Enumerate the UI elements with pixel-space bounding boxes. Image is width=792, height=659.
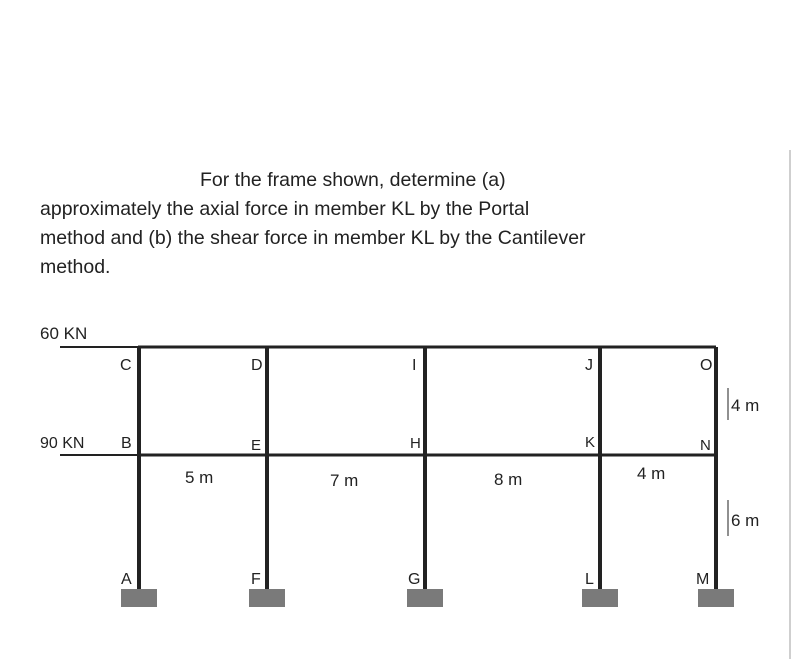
problem-line-4: method. [40, 256, 111, 278]
support-m [698, 589, 734, 607]
dim-span-4: 4 m [637, 464, 666, 483]
node-label-e: E [251, 437, 262, 454]
dim-upper-story: 4 m [731, 396, 760, 415]
node-label-m: M [696, 571, 710, 588]
node-label-f: F [251, 571, 261, 588]
node-label-l: L [585, 571, 594, 588]
load-label-middle: 90 KN [40, 435, 85, 452]
node-label-g: G [408, 571, 421, 588]
dim-span-2: 7 m [330, 471, 359, 490]
dim-lower-story: 6 m [731, 511, 760, 530]
node-label-c: C [120, 357, 132, 374]
load-label-top: 60 KN [40, 324, 88, 343]
support-g [407, 589, 443, 607]
node-label-h: H [410, 435, 421, 452]
dim-span-1: 5 m [185, 468, 214, 487]
node-label-n: N [700, 437, 711, 454]
support-f [249, 589, 285, 607]
node-label-a: A [121, 571, 132, 588]
problem-line-2: approximately the axial force in member KL by the Portal [40, 198, 530, 220]
node-label-d: D [251, 357, 263, 374]
support-l [582, 589, 618, 607]
node-label-k: K [585, 434, 596, 451]
node-label-b: B [121, 435, 132, 452]
problem-line-1: For the frame shown, determine (a) [200, 169, 506, 191]
support-a [121, 589, 157, 607]
node-label-o: O [700, 357, 713, 374]
node-label-i: I [412, 357, 417, 374]
problem-line-3: method and (b) the shear force in member KL by the Cantilever [40, 227, 586, 249]
node-label-j: J [585, 357, 593, 374]
dim-span-3: 8 m [494, 470, 523, 489]
